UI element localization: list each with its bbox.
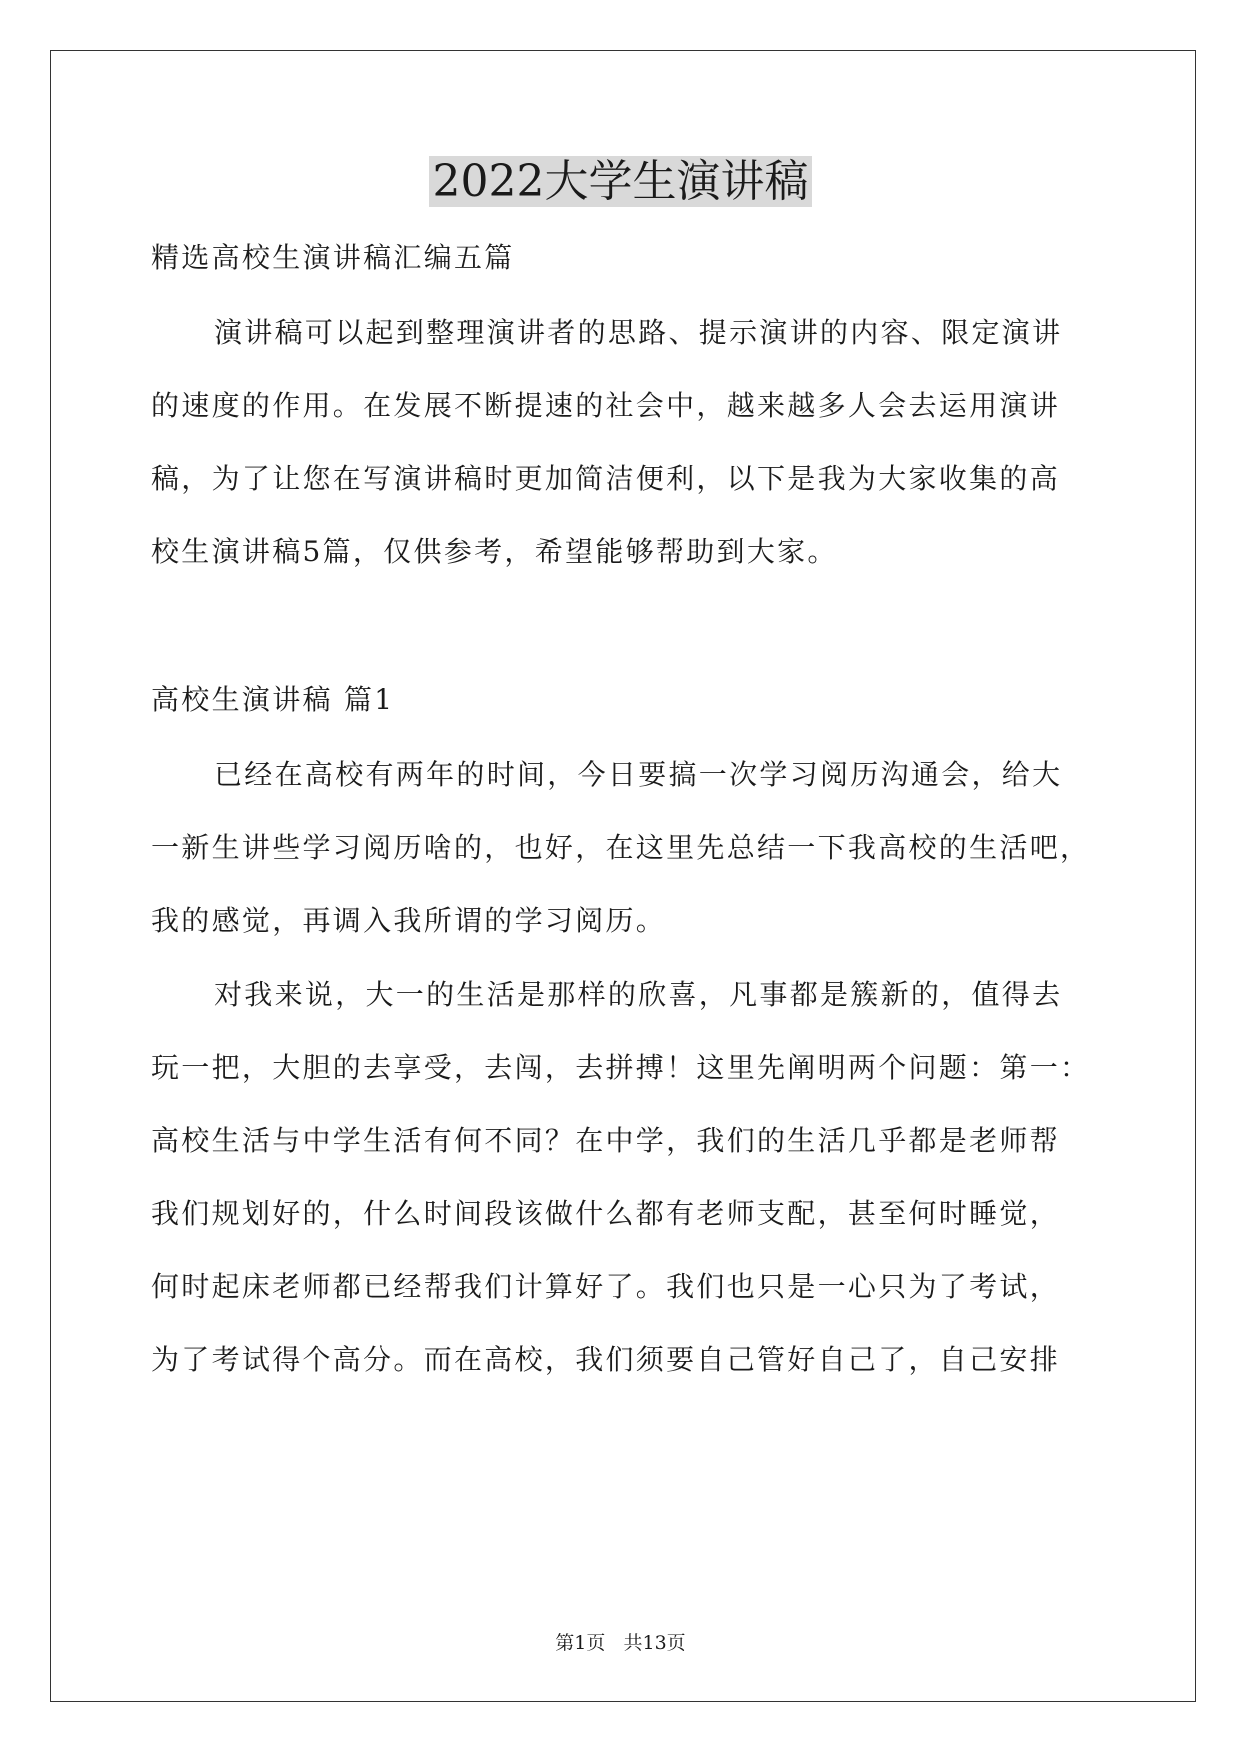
paragraph-line: 校生演讲稿5篇，仅供参考，希望能够帮助到大家。 bbox=[151, 535, 838, 568]
paragraph-line: 高校生活与中学生活有何不同？在中学，我们的生活几乎都是老师帮 bbox=[151, 1124, 1061, 1157]
paragraph-line: 为了考试得个高分。而在高校，我们须要自己管好自己了，自己安排 bbox=[151, 1343, 1061, 1376]
section-heading: 高校生演讲稿 篇1 bbox=[151, 683, 395, 716]
paragraph-line: 我们规划好的，什么时间段该做什么都有老师支配，甚至何时睡觉， bbox=[151, 1197, 1061, 1230]
page-border bbox=[50, 50, 1196, 1702]
document-title bbox=[0, 150, 1241, 214]
paragraph-line: 我的感觉，再调入我所谓的学习阅历。 bbox=[151, 904, 667, 937]
paragraph-line: 的速度的作用。在发展不断提速的社会中，越来越多人会去运用演讲 bbox=[151, 389, 1061, 422]
paragraph-line: 对我来说，大一的生活是那样的欣喜，凡事都是簇新的，值得去 bbox=[214, 978, 1063, 1011]
paragraph-line: 何时起床老师都已经帮我们计算好了。我们也只是一心只为了考试， bbox=[151, 1270, 1061, 1303]
paragraph-line: 稿，为了让您在写演讲稿时更加简洁便利，以下是我为大家收集的高 bbox=[151, 462, 1061, 495]
page-footer: 第1页 共13页 bbox=[555, 1632, 686, 1654]
paragraph-line: 一新生讲些学习阅历啥的，也好，在这里先总结一下我高校的生活吧， bbox=[151, 831, 1091, 864]
document-title-text: 2022大学生演讲稿 bbox=[429, 156, 813, 207]
paragraph-line: 已经在高校有两年的时间，今日要搞一次学习阅历沟通会，给大 bbox=[214, 758, 1063, 791]
paragraph-line: 玩一把，大胆的去享受，去闯，去拼搏！这里先阐明两个问题：第一： bbox=[151, 1051, 1091, 1084]
paragraph-line: 演讲稿可以起到整理演讲者的思路、提示演讲的内容、限定演讲 bbox=[214, 316, 1063, 349]
document-subtitle: 精选高校生演讲稿汇编五篇 bbox=[151, 241, 515, 274]
